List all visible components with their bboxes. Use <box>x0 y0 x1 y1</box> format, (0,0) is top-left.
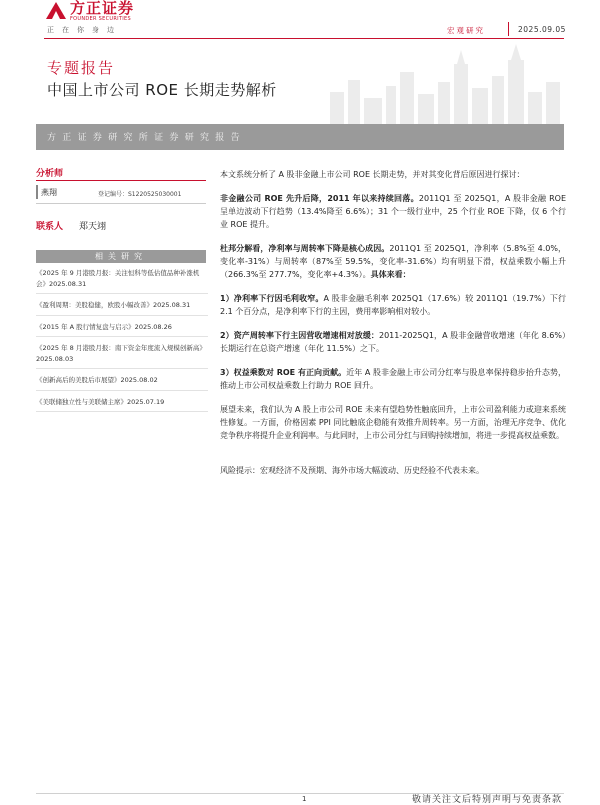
margin-paragraph <box>220 292 566 318</box>
logo-english-name: FOUNDER SECURITIES <box>70 16 131 22</box>
related-research-item[interactable]: 《2025 年 8 月港股月报：南下资金年度流入规模创新高》2025.08.03 <box>36 343 208 369</box>
page-number: 1 <box>302 795 307 803</box>
banner-text: 方正证券研究所证券研究报告 <box>47 133 246 143</box>
dupont-tail: 具体来看： <box>370 270 411 279</box>
related-research-item[interactable]: 《创新高后的美股后市展望》2025.08.02 <box>36 375 208 391</box>
disclaimer-note: 敬请关注文后特别声明与免责条款 <box>412 795 563 805</box>
margin-text: A 股非金融毛利率 2025Q1（17.6%）较 2011Q1（19.7%）下行 2.1 个百分点，是净利率下行的主因，费用率影响相对较小。 <box>220 294 566 316</box>
leverage-text: 近年 A 股非金融上市公司分红率与股息率保持稳步抬升态势，推动上市公司权益乘数上行助力 ROE 回升。 <box>220 368 566 390</box>
analyst-divider <box>36 180 206 181</box>
header-separator <box>508 22 509 36</box>
report-date: 2025.09.05 <box>518 25 566 34</box>
contact-name: 郑天翊 <box>79 222 107 232</box>
related-research-list <box>36 268 208 418</box>
roe-trend-paragraph <box>220 192 566 231</box>
margin-heading: 1）净利率下行因毛利收窄。 <box>220 294 324 303</box>
contact-label: 联系人 <box>36 222 64 232</box>
intro-paragraph: 本文系统分析了 A 股非金融上市公司 ROE 长期走势，并对其变化背后原因进行探讨： <box>220 170 525 179</box>
report-title: 中国上市公司 ROE 长期走势解析 <box>47 81 277 99</box>
analyst-registration: 登记编号：S1220525030001 <box>98 191 182 198</box>
dupont-text: 2011Q1 至 2025Q1，净利率（5.8%至 4.0%，变化率-31%）与周转率（87%至 59.5%，变化率-31.6%）均有明显下滑，权益乘数小幅上升（266.3%至 277.7%，变化率+4.3%）。 <box>220 244 566 279</box>
report-summary <box>220 168 566 488</box>
analyst-label: 分析师 <box>36 169 64 179</box>
roe-trend-text: 2011Q1 至 2025Q1，A 股非金融 ROE 呈单边波动下行趋势（13.4%降至 6.6%）；31 个一级行业中，25 个行业 ROE 下降，仅 6 个行业 ROE 提升。 <box>220 194 566 229</box>
header-divider <box>44 38 564 39</box>
leverage-paragraph <box>220 366 566 392</box>
roe-trend-heading: 非金融公司 ROE 先升后降，2011 年以来持续回落。 <box>220 194 419 203</box>
founder-securities-logo <box>46 0 156 22</box>
analyst-name: 燕翔 <box>41 188 57 197</box>
report-type: 专题报告 <box>47 59 116 77</box>
leverage-heading: 3）权益乘数对 ROE 有正向贡献。 <box>220 368 347 377</box>
analyst-bottom-divider <box>36 203 206 204</box>
risk-warning: 风险提示：宏观经济不及预期、海外市场大幅波动、历史经验不代表未来。 <box>220 466 484 475</box>
analyst-marker <box>36 185 38 199</box>
dupont-heading: 杜邦分解看，净利率与周转率下降是核心成因。 <box>220 244 390 253</box>
related-research-item[interactable]: 《盈利周期：美股稳健，欧股小幅改善》2025.08.31 <box>36 300 208 316</box>
turnover-heading: 2）资产周转率下行主因营收增速相对放缓： <box>220 331 379 340</box>
outlook-paragraph: 展望未来，我们认为 A 股上市公司 ROE 未来有望趋势性触底回升，上市公司盈利能力或迎来系统性修复。一方面，价格因素 PPI 同比触底企稳能有效推升周转率。另一方面，治理无序竞争、优化竞争秩序将提升企业利润率。与此同时，上市公司分红与回购持续增加，将进一步提高权益乘数。 <box>220 405 566 440</box>
dupont-paragraph <box>220 242 566 281</box>
company-slogan: 正在你身边 <box>47 26 122 34</box>
report-category: 宏观研究 <box>447 26 485 35</box>
turnover-text: 2011-2025Q1，A 股非金融营收增速（年化 8.6%）长期运行在总资产增速（年化 11.5%）之下。 <box>220 331 566 353</box>
related-research-title: 相关研究 <box>95 252 147 261</box>
city-skyline-illustration <box>300 42 564 132</box>
logo-mark-icon <box>46 2 66 19</box>
turnover-paragraph <box>220 329 566 355</box>
related-research-item[interactable]: 《2015 年 A 股行情复盘与启示》2025.08.26 <box>36 322 208 338</box>
related-research-item[interactable]: 《美联储独立性与美联储主席》2025.07.19 <box>36 397 208 413</box>
related-research-item[interactable]: 《2025 年 9 月港股月报：关注恒科等低估值品种补涨机会》2025.08.31 <box>36 268 208 294</box>
logo-name: 方正证券 <box>70 0 135 17</box>
